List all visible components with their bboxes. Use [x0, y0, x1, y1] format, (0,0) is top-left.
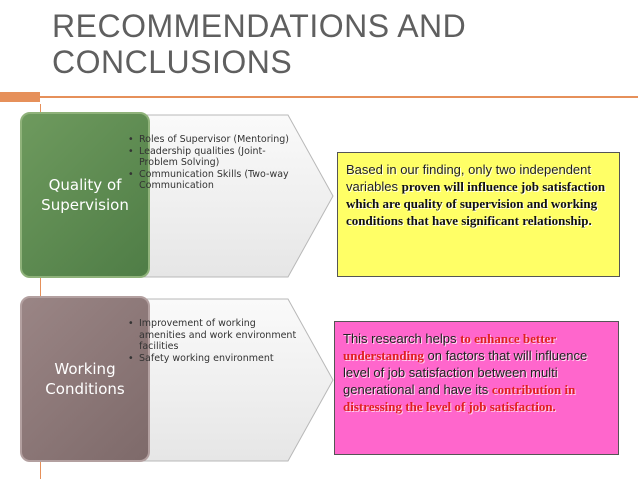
working-conditions-label: Working Conditions: [20, 296, 150, 462]
bullet-item: • Roles of Supervisor (Mentoring): [128, 134, 303, 146]
bullet-item: • Communication Skills (Two-way Communication: [128, 169, 303, 192]
note-text-highlight: contribution in distressing the level of job satisfaction.: [343, 382, 576, 414]
note-text-plain: on factors that will influence level of job satisfaction between multi generational and have its: [343, 348, 588, 397]
working-bullet-list: [128, 318, 303, 364]
finding-note: [337, 152, 620, 277]
bullet-item: • Leadership qualities (Joint-Problem Solving): [128, 146, 303, 169]
research-note: [334, 321, 619, 455]
title-accent-bar: [0, 92, 40, 102]
note-text-bold: proven will influence job satisfaction which are quality of supervision and working conditions that have significant relationship.: [346, 179, 606, 228]
quality-bullet-list: [128, 134, 303, 192]
quality-of-supervision-label: Quality of Supervision: [20, 112, 150, 278]
bullet-item: • Safety working environment: [128, 353, 303, 365]
bullet-item: • Improvement of working amenities and work environment facilities: [128, 318, 303, 353]
note-text-plain: Based in our finding, only two independent variables: [346, 162, 592, 194]
title-underline: [40, 96, 638, 98]
note-text-highlight: to enhance better understanding: [343, 331, 556, 363]
note-text-plain: This research helps: [343, 331, 461, 346]
slide-title: RECOMMENDATIONS AND CONCLUSIONS: [52, 8, 467, 80]
